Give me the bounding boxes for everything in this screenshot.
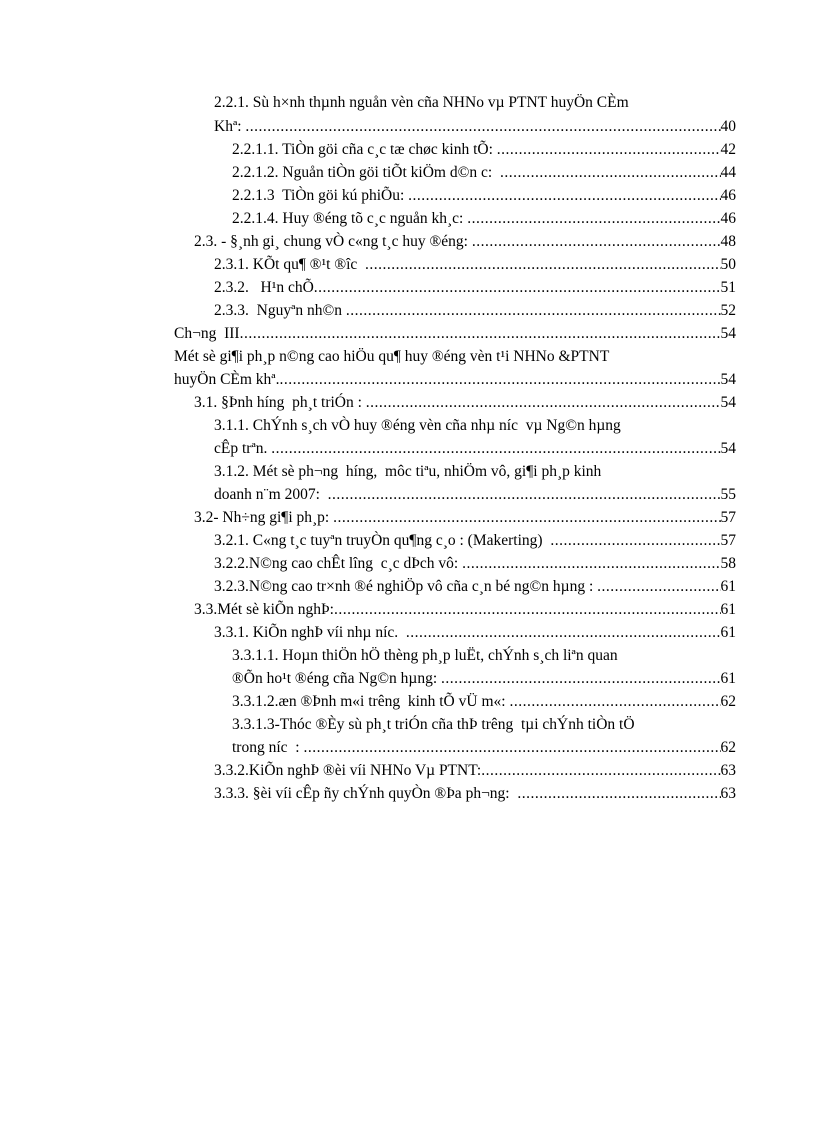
toc-page-number: 63 (720, 785, 736, 802)
dot-leader (271, 438, 720, 460)
toc-page-number: 61 (720, 670, 736, 687)
dot-leader (328, 484, 721, 506)
dot-leader (509, 691, 720, 713)
toc-entry-text: ®Õn ho¹t ®éng cña Ng©n hµng: (232, 670, 442, 687)
toc-entry-text: 2.3.3. Nguyªn nh©n (214, 302, 346, 319)
toc-entry[interactable] (232, 185, 736, 207)
dot-leader (517, 783, 720, 805)
toc-page-number: 54 (720, 371, 736, 388)
toc-entry[interactable] (194, 599, 736, 621)
dot-leader (303, 737, 720, 759)
toc-entry-text: 3.3.1.1. Hoµn thiÖn hÖ thèng ph¸p luËt, chÝnh s¸ch liªn quan (232, 647, 618, 664)
dot-leader (497, 139, 721, 161)
toc-entry-text: huyÖn CÈm khª. (174, 371, 280, 388)
dot-leader (472, 231, 721, 253)
toc-page-number: 55 (720, 486, 736, 503)
toc-page-number: 46 (720, 187, 736, 204)
toc-page-number: 54 (720, 394, 736, 411)
toc-entry[interactable] (214, 438, 736, 460)
toc-page-number: 62 (720, 739, 736, 756)
dot-leader (346, 300, 721, 322)
toc-entry-text: 3.3.1. KiÕn nghÞ víi nhµ níc. (214, 624, 406, 641)
toc-entry[interactable] (214, 277, 736, 299)
toc-entry[interactable] (232, 162, 736, 184)
toc-entry-text: 3.2.1. C«ng t¸c tuyªn truyÒn qu¶ng c¸o : (Makerting) (214, 532, 551, 549)
dot-leader (279, 369, 720, 391)
toc-entry[interactable] (214, 254, 736, 276)
toc-entry-text: 3.2.3.N©ng cao tr×nh ®é nghiÖp vô cña c¸n bé ng©n hµng : (214, 578, 598, 595)
dot-leader (314, 277, 721, 299)
dot-leader (441, 668, 720, 690)
toc-page-number: 50 (720, 256, 736, 273)
toc-entry[interactable] (174, 369, 736, 391)
toc-entry-continued (214, 92, 736, 114)
toc-entry-continued (232, 645, 736, 667)
toc-entry-text: 3.3.3. §èi víi cÊp ñy chÝnh quyÒn ®Þa ph¬ng: (214, 785, 518, 802)
toc-entry-text: Mét sè gi¶i ph¸p n©ng cao hiÖu qu¶ huy ®éng vèn t¹i NHNo &PTNT (174, 348, 610, 365)
toc-entry[interactable] (232, 139, 736, 161)
toc-entry-text: 3.3.2.KiÕn nghÞ ®èi víi NHNo Vµ PTNT: (214, 762, 482, 779)
toc-entry-text: cÊp trªn. (214, 440, 272, 457)
toc-entry[interactable] (214, 622, 736, 644)
toc-page-number: 61 (720, 624, 736, 641)
toc-page-number: 48 (720, 233, 736, 250)
dot-leader (462, 553, 720, 575)
dot-leader (467, 208, 720, 230)
dot-leader (245, 116, 720, 138)
toc-entry[interactable] (174, 323, 736, 345)
toc-entry[interactable] (214, 484, 736, 506)
dot-leader (597, 576, 720, 598)
toc-entry[interactable] (214, 530, 736, 552)
toc-entry-text: 3.1.2. Mét sè ph¬ng híng, môc tiªu, nhiÖm vô, gi¶i ph¸p kinh (214, 463, 602, 480)
dot-leader (240, 323, 721, 345)
toc-page-number: 62 (720, 693, 736, 710)
toc-entry[interactable] (214, 783, 736, 805)
toc-page-number: 51 (720, 279, 736, 296)
toc-entry[interactable] (194, 392, 736, 414)
toc-entry-text: 2.3.1. KÕt qu¶ ®¹t ®îc (214, 256, 366, 273)
toc-entry[interactable] (194, 231, 736, 253)
dot-leader (500, 162, 721, 184)
dot-leader (408, 185, 720, 207)
toc-entry-text: 2.2.1.3 TiÒn göi kú phiÕu: (232, 187, 409, 204)
toc-entry[interactable] (232, 737, 736, 759)
toc-entry[interactable] (214, 553, 736, 575)
toc-page-number: 42 (720, 141, 736, 158)
toc-entry[interactable] (214, 576, 736, 598)
toc-page-number: 46 (720, 210, 736, 227)
dot-leader (481, 760, 720, 782)
dot-leader (366, 392, 721, 414)
toc-entry-text: 3.3.1.2.æn ®Þnh m«i trêng kinh tÕ vÜ m«: (232, 693, 510, 710)
toc-entry-continued (174, 346, 736, 368)
dot-leader (333, 507, 720, 529)
toc-entry[interactable] (214, 760, 736, 782)
toc-entry-text: 2.2.1.2. Nguån tiÒn göi tiÕt kiÖm d©n c: (232, 164, 500, 181)
toc-entry-text: doanh n¨m 2007: (214, 486, 328, 503)
toc-entry-text: 2.2.1.4. Huy ®éng tõ c¸c nguån kh¸c: (232, 210, 468, 227)
toc-page-number: 63 (720, 762, 736, 779)
toc-entry-continued (214, 415, 736, 437)
dot-leader (550, 530, 720, 552)
toc-entry-continued (214, 461, 736, 483)
dot-leader (334, 599, 721, 621)
toc-page-number: 57 (720, 509, 736, 526)
toc-page-number: 44 (720, 164, 736, 181)
toc-entry[interactable] (232, 691, 736, 713)
toc-entry-text: 2.3. - §¸nh gi¸ chung vÒ c«ng t¸c huy ®éng: (194, 233, 472, 250)
toc-page-number: 58 (720, 555, 736, 572)
toc-page-number: 54 (720, 325, 736, 342)
toc-page-number: 61 (720, 578, 736, 595)
toc-page-number: 61 (720, 601, 736, 618)
toc-entry[interactable] (214, 300, 736, 322)
toc-page-number: 54 (720, 440, 736, 457)
toc-entry-text: Khª: (214, 118, 246, 135)
toc-entry[interactable] (214, 116, 736, 138)
toc-entry-continued (232, 714, 736, 736)
toc-entry[interactable] (194, 507, 736, 529)
toc-entry-text: trong níc : (232, 739, 304, 756)
toc-page-number: 40 (720, 118, 736, 135)
toc-entry-text: Ch¬ng III (174, 325, 240, 342)
dot-leader (406, 622, 721, 644)
toc-page-number: 57 (720, 532, 736, 549)
toc-page-number: 52 (720, 302, 736, 319)
toc-entry-text: 2.3.2. H¹n chÕ (214, 279, 314, 296)
toc-entry-text: 2.2.1. Sù h×nh thµnh nguån vèn cña NHNo vµ PTNT huyÖn CÈm (214, 94, 629, 111)
toc-entry[interactable] (232, 668, 736, 690)
toc-entry-text: 3.1. §Þnh híng ph¸t triÓn : (194, 394, 366, 411)
toc-entry-text: 3.2- Nh÷ng gi¶i ph¸p: (194, 509, 334, 526)
toc-entry-text: 3.1.1. ChÝnh s¸ch vÒ huy ®éng vèn cña nhµ níc vµ Ng©n hµng (214, 417, 621, 434)
toc-entry-text: 3.3.1.3-Thóc ®Èy sù ph¸t triÓn cña thÞ trêng tµi chÝnh tiÒn tÖ (232, 716, 635, 733)
toc-entry-text: 3.3.Mét sè kiÕn nghÞ: (194, 601, 334, 618)
toc-entry[interactable] (232, 208, 736, 230)
toc-entry-text: 3.2.2.N©ng cao chÊt lîng c¸c dÞch vô: (214, 555, 463, 572)
toc-entry-text: 2.2.1.1. TiÒn göi cña c¸c tæ chøc kinh tÕ: (232, 141, 497, 158)
dot-leader (365, 254, 720, 276)
